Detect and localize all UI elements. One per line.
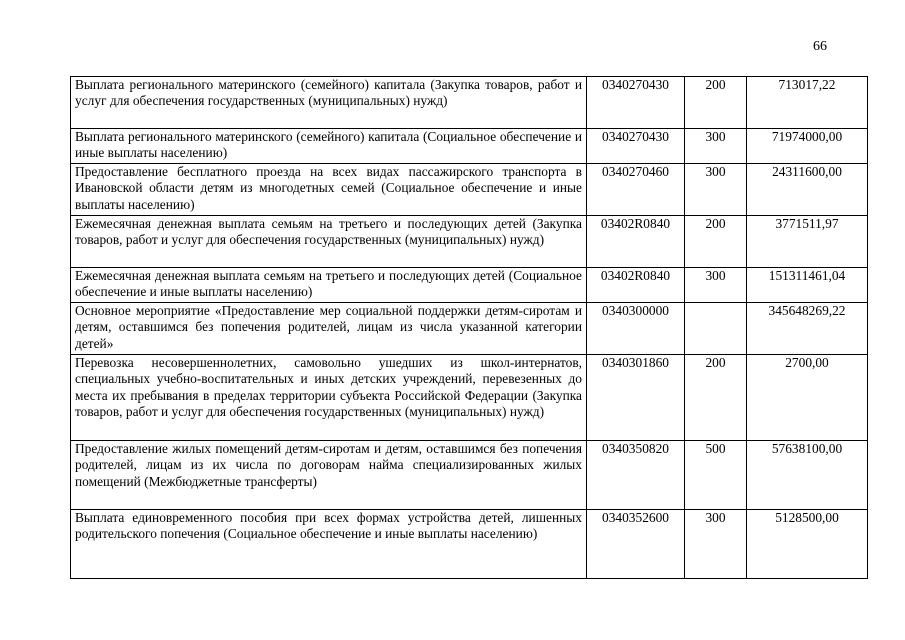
amount: 345648269,22 — [747, 303, 868, 355]
expense-type-code: 300 — [685, 129, 747, 164]
expense-type-code: 500 — [685, 441, 747, 510]
amount: 5128500,00 — [747, 510, 868, 579]
table-row — [71, 77, 868, 129]
expense-type-code: 200 — [685, 77, 747, 129]
target-article-code: 03402R0840 — [587, 268, 685, 303]
table-row — [71, 268, 868, 303]
target-article-code: 0340270430 — [587, 77, 685, 129]
table-row — [71, 216, 868, 268]
expense-type-code — [685, 303, 747, 355]
amount: 24311600,00 — [747, 164, 868, 216]
expense-name: Ежемесячная денежная выплата семьям на третьего и последующих детей (Социальное обеспечение и иные выплаты населению) — [71, 268, 587, 303]
amount: 151311461,04 — [747, 268, 868, 303]
expense-type-code: 200 — [685, 355, 747, 441]
amount: 713017,22 — [747, 77, 868, 129]
target-article-code: 0340300000 — [587, 303, 685, 355]
expense-name: Выплата единовременного пособия при всех формах устройства детей, лишенных родительского попечения (Социальное обеспечение и иные выплаты населению) — [71, 510, 587, 579]
table-row — [71, 303, 868, 355]
target-article-code: 0340270460 — [587, 164, 685, 216]
target-article-code: 03402R0840 — [587, 216, 685, 268]
expense-name: Предоставление бесплатного проезда на всех видах пассажирского транспорта в Ивановской области детям из многодетных семей (Социальное обеспечение и иные выплаты населению) — [71, 164, 587, 216]
target-article-code: 0340301860 — [587, 355, 685, 441]
expense-type-code: 300 — [685, 268, 747, 303]
expense-name: Предоставление жилых помещений детям-сиротам и детям, оставшимся без попечения родителей, лицам из их числа по договорам найма специализированных жилых помещений (Межбюджетные трансферты) — [71, 441, 587, 510]
target-article-code: 0340350820 — [587, 441, 685, 510]
expense-name: Основное мероприятие «Предоставление мер социальной поддержки детям-сиротам и детям, оставшимся без попечения родителей, лицам из числа указанной категории детей» — [71, 303, 587, 355]
table-row — [71, 510, 868, 579]
expense-name: Перевозка несовершеннолетних, самовольно ушедших из школ-интернатов, специальных учебно-воспитательных и иных детских учреждений, перевезенных до места их пребывания в пределах территории субъекта Российской Федерации (Закупка товаров, работ и услуг для обеспечения государственных (муниципальных) нужд) — [71, 355, 587, 441]
expense-type-code: 200 — [685, 216, 747, 268]
target-article-code: 0340270430 — [587, 129, 685, 164]
table-row — [71, 164, 868, 216]
amount: 2700,00 — [747, 355, 868, 441]
table-row — [71, 129, 868, 164]
amount: 71974000,00 — [747, 129, 868, 164]
expense-type-code: 300 — [685, 164, 747, 216]
expense-name: Выплата регионального материнского (семейного) капитала (Социальное обеспечение и иные выплаты населению) — [71, 129, 587, 164]
budget-table — [70, 76, 868, 579]
expense-type-code: 300 — [685, 510, 747, 579]
expense-name: Ежемесячная денежная выплата семьям на третьего и последующих детей (Закупка товаров, работ и услуг для обеспечения государственных (муниципальных) нужд) — [71, 216, 587, 268]
page-number: 66 — [813, 39, 827, 54]
expense-name: Выплата регионального материнского (семейного) капитала (Закупка товаров, работ и услуг для обеспечения государственных (муниципальных) нужд) — [71, 77, 587, 129]
amount: 57638100,00 — [747, 441, 868, 510]
amount: 3771511,97 — [747, 216, 868, 268]
table-row — [71, 441, 868, 510]
target-article-code: 0340352600 — [587, 510, 685, 579]
table-row — [71, 355, 868, 441]
